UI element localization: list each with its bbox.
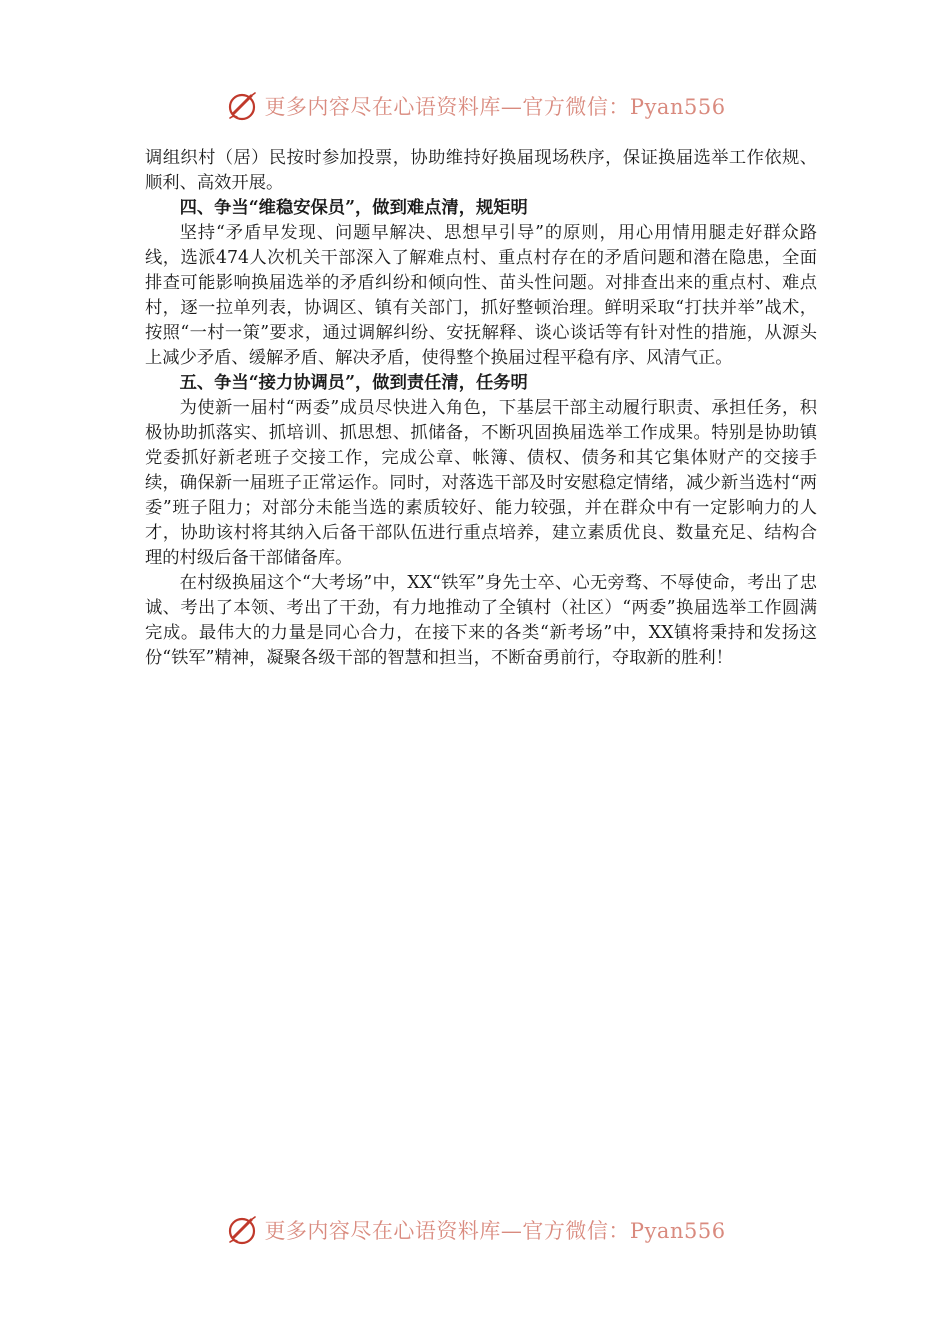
paragraph-conclusion: 在村级换届这个“大考场”中，XX“铁军”身先士卒、心无旁骛、不辱使命，考出了忠诚、考出了本领、考出了干劲，有力地推动了全镇村（社区）“两委”换届选举工作圆满完成。最伟大的力量是同心合力，在接下来的各类“新考场”中，XX镇将秉持和发扬这份“铁军”精神，凝聚各级干部的智慧和担当，不断奋勇前行，夺取新的胜利！: [145, 573, 817, 668]
paragraph-section-4: 坚持“矛盾早发现、问题早解决、思想早引导”的原则，用心用情用腿走好群众路线，选派474人次机关干部深入了解难点村、重点村存在的矛盾问题和潜在隐患，全面排查可能影响换届选举的矛盾纠纷和倾向性、苗头性问题。对排查出来的重点村、难点村，逐一拉单列表，协调区、镇有关部门，抓好整顿治理。鲜明采取“打扶并举”战术，按照“一村一策”要求，通过调解纠纷、安抚解释、谈心谈话等有针对性的措施，从源头上减少矛盾、缓解矛盾、解决矛盾，使得整个换届过程平稳有序、风清气正。: [145, 223, 817, 368]
pen-circle-logo-icon: [224, 1212, 260, 1248]
paragraph-section-5: 为使新一届村“两委”成员尽快进入角色，下基层干部主动履行职责、承担任务，积极协助抓落实、抓培训、抓思想、抓储备，不断巩固换届选举工作成果。特别是协助镇党委抓好新老班子交接工作，完成公章、帐簿、债权、债务和其它集体财产的交接手续，确保新一届班子正常运作。同时，对落选干部及时安慰稳定情绪，减少新当选村“两委”班子阻力；对部分未能当选的素质较好、能力较强，并在群众中有一定影响力的人才，协助该村将其纳入后备干部队伍进行重点培养，建立素质优良、数量充足、结构合理的村级后备干部储备库。: [145, 398, 817, 568]
header-banner: [0, 86, 950, 126]
footer-banner: [0, 1210, 950, 1250]
section-heading-4: 四、争当“维稳安保员”，做到难点清，规矩明: [179, 198, 528, 218]
paragraph-continuation: 调组织村（居）民按时参加投票，协助维持好换届现场秩序，保证换届选举工作依规、顺利、高效开展。: [145, 148, 817, 193]
pen-circle-logo-icon: [224, 88, 260, 124]
footer-banner-text: 更多内容尽在心语资料库—官方微信：Pyan556: [264, 1219, 726, 1243]
header-banner-text: 更多内容尽在心语资料库—官方微信：Pyan556: [264, 95, 726, 119]
document-body: [145, 146, 817, 671]
section-heading-5: 五、争当“接力协调员”，做到责任清，任务明: [179, 373, 528, 393]
